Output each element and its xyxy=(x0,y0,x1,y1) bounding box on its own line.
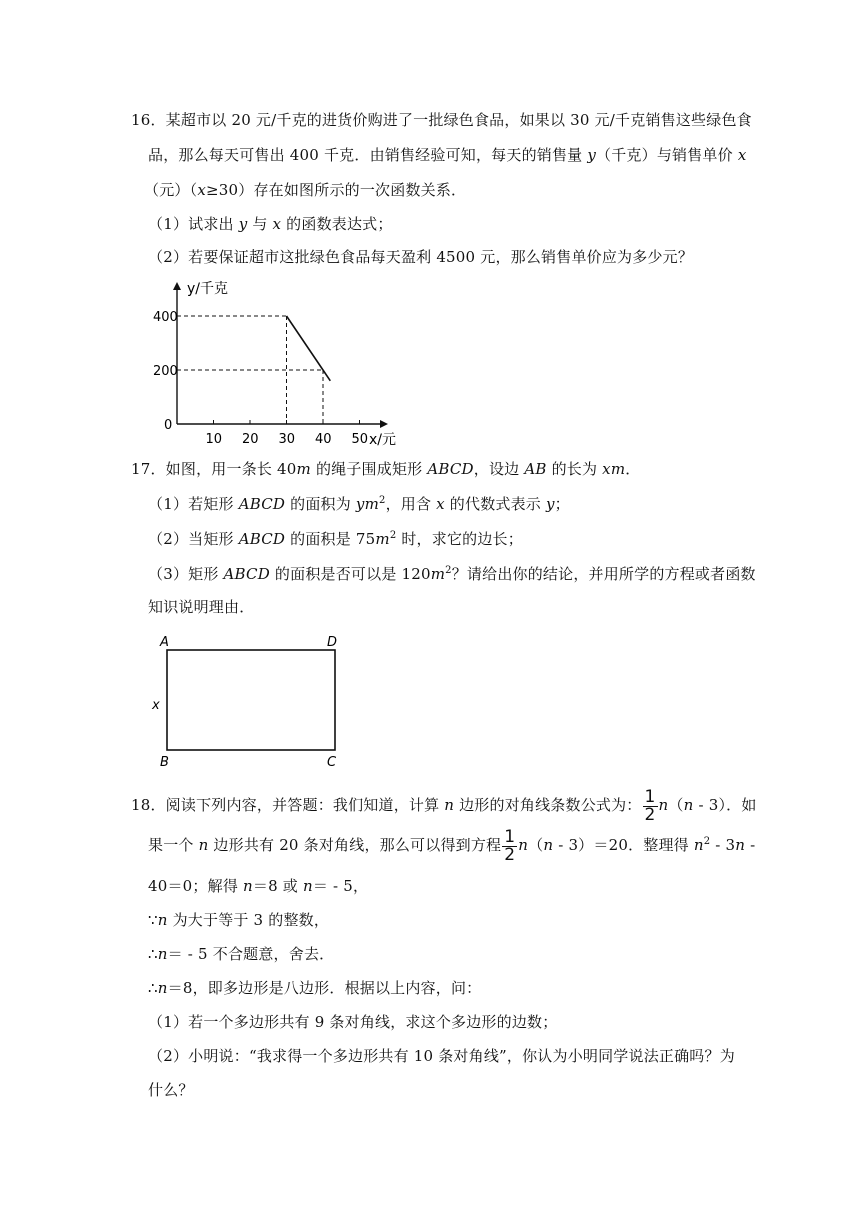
q18-sub-2-cont: 什么？ xyxy=(148,1081,194,1099)
x-tick-label-30: 30 xyxy=(278,432,296,447)
vertex-b-label: B xyxy=(160,755,169,770)
q18-sub-2: （2）小明说：“我求得一个多边形共有 10 条对角线”，你认为小明同学说法正确吗？为 xyxy=(148,1047,735,1065)
vertex-d-label: D xyxy=(327,635,338,650)
q16-line-1: 16．某超市以 20 元/千克的进货价购进了一批绿色食品，如果以 30 元/千克销售这些绿色食 xyxy=(131,111,752,129)
q17-sub-2: （2）当矩形 ABCD 的面积是 $75m^2$ 时，求它的边长； xyxy=(148,530,523,548)
q18-line-6: ∴n＝8，即多边形是八边形．根据以上内容，问： xyxy=(148,979,482,997)
x-axis-label: x/元 xyxy=(369,432,397,448)
series-line xyxy=(287,316,331,381)
q16-sub-2: （2）若要保证超市这批绿色食品每天盈利 4500 元，那么销售单价应为多少元？ xyxy=(148,248,694,266)
q18-line-2: 果一个 n 边形共有 20 条对角线，那么可以得到方程 $\frac{1}{2}$ n（n - 3）＝20．整理得 $n^2 - 3n$ - xyxy=(148,826,756,865)
q18-line-3: 40＝0；解得 n＝8 或 n＝ - 5， xyxy=(148,877,369,895)
q18-line-4: ∵n 为大于等于 3 的整数， xyxy=(148,911,330,929)
q17-sub-3: （3）矩形 ABCD 的面积是否可以是 $120m^2$？请给出你的结论，并用所学的方程或者函数 xyxy=(148,565,756,583)
q16-sub-1: （1）试求出 y 与 x 的函数表达式； xyxy=(148,215,393,233)
origin-label: 0 xyxy=(164,418,173,433)
side-x-label: x xyxy=(152,698,160,713)
fraction-one-half-2: $\frac{1}{2}$ xyxy=(504,826,516,865)
q18-line-1: 18．阅读下列内容，并答题：我们知道，计算 n 边形的对角线条数公式为： $\frac{1}{2}$ n（n - 3）．如 xyxy=(131,786,757,825)
q16-line-2: 品，那么每天可售出 400 千克．由销售经验可知，每天的销售量 y（千克）与销售单价 x xyxy=(148,146,747,164)
y-tick-label-200: 200 xyxy=(153,364,178,379)
x-tick-label-50: 50 xyxy=(351,432,369,447)
x-tick-label-10: 10 xyxy=(205,432,223,447)
x-axis-arrow xyxy=(380,420,388,428)
x-tick-label-40: 40 xyxy=(315,432,332,447)
fraction-one-half: $\frac{1}{2}$ xyxy=(644,786,656,825)
q17-sub-1: （1）若矩形 ABCD 的面积为 $ym^2$，用含 x 的代数式表示 y； xyxy=(148,495,570,513)
rectangle-abcd xyxy=(167,650,335,750)
x-tick-label-20: 20 xyxy=(242,432,259,447)
y-tick-label-400: 400 xyxy=(153,310,178,325)
sales-line-chart xyxy=(140,276,410,452)
q18-sub-1: （1）若一个多边形共有 9 条对角线，求这个多边形的边数； xyxy=(148,1013,558,1031)
q17-sub-3-cont: 知识说明理由． xyxy=(148,598,255,616)
y-axis-label: y/千克 xyxy=(187,281,229,297)
rectangle-abcd-figure xyxy=(145,632,355,772)
vertex-c-label: C xyxy=(327,755,337,770)
q17-line-1: 17．如图，用一条长 40m 的绳子围成矩形 ABCD，设边 AB 的长为 xm． xyxy=(131,460,641,478)
y-axis-arrow xyxy=(173,282,181,290)
q18-line-5: ∴n＝ - 5 不合题意，舍去． xyxy=(148,945,335,963)
vertex-a-label: A xyxy=(160,635,169,650)
q16-line-3: （元）（x≥30）存在如图所示的一次函数关系． xyxy=(144,181,467,199)
